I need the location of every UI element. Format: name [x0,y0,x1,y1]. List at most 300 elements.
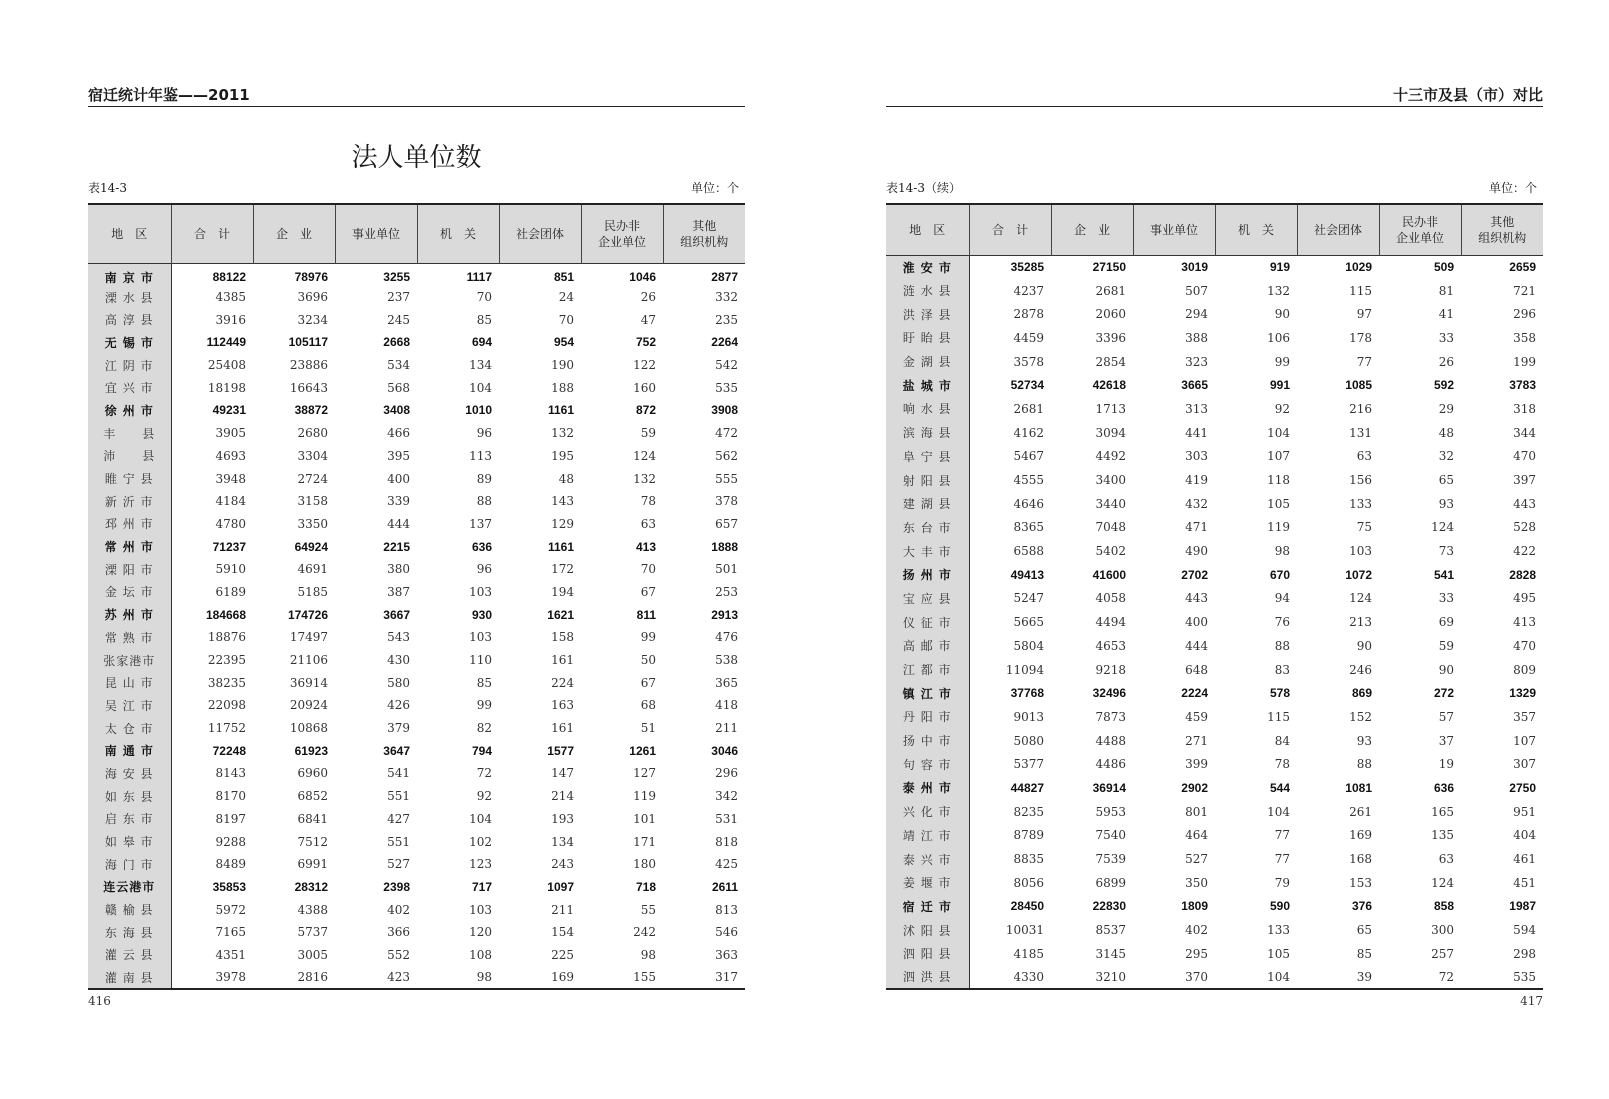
cell-other: 211 [715,721,738,736]
cell-public-institution: 527 [387,857,410,872]
cell-other: 425 [715,857,738,872]
table-row [88,944,745,967]
table-row [88,694,745,717]
cell-government: 717 [471,879,492,894]
cell-private-nonenterprise: 32 [1438,449,1454,464]
cell-total: 112449 [206,335,246,350]
cell-social-org: 1097 [547,879,574,894]
cell-total: 22098 [207,698,246,713]
cell-social-org: 131 [1349,425,1372,440]
table-row [88,739,745,762]
cell-other: 594 [1513,923,1536,938]
table-row [88,830,745,853]
cell-other: 365 [715,675,738,690]
cell-region: 宿 迁 市 [886,895,969,919]
cell-government: 96 [476,426,492,441]
cell-public-institution: 2215 [383,539,410,554]
cell-region: 丹 阳 市 [886,705,969,729]
cell-enterprise: 3145 [1095,946,1126,961]
cell-other: 951 [1513,804,1536,819]
cell-total: 5377 [1013,757,1044,772]
cell-enterprise: 3210 [1095,969,1126,984]
cell-region: 句 容 市 [886,752,969,776]
cell-other: 2877 [711,270,738,285]
cell-public-institution: 2702 [1181,567,1208,582]
cell-private-nonenterprise: 81 [1438,283,1454,298]
table-row [88,376,745,399]
cell-region: 如 皋 市 [88,830,171,853]
cell-other: 363 [715,947,738,962]
cell-government: 115 [1267,709,1290,724]
cell-private-nonenterprise: 132 [633,471,656,486]
cell-total: 88122 [212,270,246,285]
cell-private-nonenterprise: 124 [633,448,656,463]
cell-other: 418 [715,698,738,713]
cell-other: 404 [1513,828,1536,843]
cell-enterprise: 6852 [297,789,328,804]
cell-government: 92 [476,789,492,804]
cell-enterprise: 32496 [1092,686,1126,701]
cell-region: 高 淳 县 [88,308,171,331]
cell-private-nonenterprise: 811 [636,607,656,622]
cell-private-nonenterprise: 26 [1438,354,1454,369]
cell-social-org: 161 [551,721,574,736]
cell-public-institution: 3667 [383,607,410,622]
cell-other: 378 [715,494,738,509]
cell-social-org: 115 [1349,283,1372,298]
cell-social-org: 24 [558,290,574,305]
cell-social-org: 143 [551,494,574,509]
cell-other: 317 [715,970,738,985]
cell-private-nonenterprise: 300 [1431,923,1454,938]
table-row [886,587,1543,611]
cell-enterprise: 2854 [1095,354,1126,369]
cell-enterprise: 2681 [1095,283,1126,298]
cell-region: 金 坛 市 [88,581,171,604]
table-row [886,421,1543,445]
cell-social-org: 103 [1349,544,1372,559]
cell-private-nonenterprise: 171 [633,834,656,849]
cell-other: 298 [1513,946,1536,961]
table-row [886,492,1543,516]
cell-private-nonenterprise: 272 [1433,686,1454,701]
cell-private-nonenterprise: 19 [1438,757,1454,772]
cell-government: 137 [469,516,492,531]
cell-public-institution: 443 [1185,591,1208,606]
cell-total: 4185 [1013,946,1044,961]
cell-private-nonenterprise: 29 [1438,401,1454,416]
table-row [88,626,745,649]
cell-enterprise: 2724 [297,471,328,486]
cell-enterprise: 5402 [1095,544,1126,559]
cell-total: 8489 [215,857,246,872]
table-row [88,422,745,445]
cell-enterprise: 5185 [297,584,328,599]
cell-private-nonenterprise: 127 [633,766,656,781]
cell-region: 南 通 市 [88,739,171,762]
legal-units-table-right [886,203,1543,990]
cell-private-nonenterprise: 858 [1433,899,1454,914]
cell-private-nonenterprise: 26 [640,290,656,305]
cell-government: 92 [1274,401,1290,416]
cell-region: 江 都 市 [886,658,969,682]
cell-total: 18876 [207,630,246,645]
cell-social-org: 213 [1349,615,1372,630]
cell-government: 83 [1274,662,1290,677]
table-row [88,558,745,581]
cell-total: 3978 [215,970,246,985]
cell-social-org: 194 [551,584,574,599]
cell-government: 119 [1267,520,1290,535]
cell-total: 35285 [1010,260,1044,275]
cell-social-org: 1072 [1345,567,1372,582]
cell-public-institution: 3665 [1181,378,1208,393]
cell-public-institution: 471 [1185,520,1208,535]
cell-total: 5804 [1013,638,1044,653]
cell-government: 132 [1267,283,1290,298]
cell-social-org: 65 [1356,923,1372,938]
cell-social-org: 168 [1349,852,1372,867]
cell-enterprise: 2816 [297,970,328,985]
cell-public-institution: 370 [1185,969,1208,984]
cell-public-institution: 3255 [383,270,410,285]
cell-private-nonenterprise: 63 [640,516,656,531]
cell-total: 11752 [207,721,246,736]
cell-public-institution: 534 [387,358,410,373]
cell-private-nonenterprise: 78 [640,494,656,509]
table-row [886,681,1543,705]
cell-social-org: 70 [558,312,574,327]
cell-region: 金 湖 县 [886,350,969,374]
cell-social-org: 77 [1356,354,1372,369]
cell-other: 357 [1513,709,1536,724]
cell-social-org: 246 [1349,662,1372,677]
cell-other: 358 [1513,330,1536,345]
cell-government: 104 [1267,804,1290,819]
cell-other: 2750 [1509,780,1536,795]
cell-total: 8235 [1013,804,1044,819]
cell-government: 105 [1267,496,1290,511]
cell-social-org: 1577 [547,743,574,758]
cell-government: 85 [476,675,492,690]
cell-enterprise: 4691 [297,562,328,577]
header-other-line2: 组织机构 [680,234,729,249]
cell-total: 49231 [212,403,246,418]
cell-social-org: 195 [551,448,574,463]
cell-other: 809 [1513,662,1536,677]
cell-region: 泗 洪 县 [886,966,969,990]
cell-government: 694 [471,335,492,350]
table-row [886,610,1543,634]
cell-enterprise: 1713 [1095,401,1126,416]
header-government: 机 关 [1215,204,1297,255]
cell-private-nonenterprise: 41 [1438,307,1454,322]
cell-enterprise: 5953 [1095,804,1126,819]
cell-social-org: 88 [1356,757,1372,772]
cell-social-org: 851 [553,270,574,285]
cell-government: 107 [1267,449,1290,464]
cell-private-nonenterprise: 257 [1431,946,1454,961]
header-total: 合 计 [969,204,1051,255]
cell-total: 8056 [1013,875,1044,890]
cell-government: 919 [1269,260,1290,275]
cell-total: 4237 [1013,283,1044,298]
cell-public-institution: 551 [387,789,410,804]
cell-region: 无 锡 市 [88,331,171,354]
cell-enterprise: 4492 [1095,449,1126,464]
page-title: 法人单位数 [351,143,482,173]
cell-region: 大 丰 市 [886,539,969,563]
cell-public-institution: 271 [1185,733,1208,748]
cell-government: 103 [469,630,492,645]
cell-total: 3916 [215,312,246,327]
cell-social-org: 161 [551,653,574,668]
cell-private-nonenterprise: 90 [1438,662,1454,677]
cell-region: 泰 兴 市 [886,847,969,871]
cell-total: 8143 [215,766,246,781]
cell-total: 8789 [1013,828,1044,843]
cell-enterprise: 4488 [1095,733,1126,748]
table-row [886,776,1543,800]
cell-region: 建 湖 县 [886,492,969,516]
cell-region: 宜 兴 市 [88,376,171,399]
cell-social-org: 158 [551,630,574,645]
cell-public-institution: 399 [1185,757,1208,772]
page-number-right: 417 [1520,994,1543,1008]
cell-private-nonenterprise: 165 [1431,804,1454,819]
cell-region: 扬 中 市 [886,729,969,753]
cell-private-nonenterprise: 413 [635,539,656,554]
header-private-nonenterprise-line2: 企业单位 [1395,230,1444,245]
cell-social-org: 85 [1356,946,1372,961]
table-row [886,326,1543,350]
cell-private-nonenterprise: 98 [640,947,656,962]
cell-social-org: 153 [1349,875,1372,890]
cell-public-institution: 427 [387,811,410,826]
cell-government: 70 [476,290,492,305]
cell-public-institution: 430 [387,653,410,668]
cell-total: 28450 [1010,899,1044,914]
cell-private-nonenterprise: 67 [640,675,656,690]
cell-private-nonenterprise: 37 [1438,733,1454,748]
cell-social-org: 216 [1349,401,1372,416]
cell-other: 332 [715,290,738,305]
cell-government: 104 [1267,425,1290,440]
header-other [663,204,745,263]
cell-public-institution: 395 [387,448,410,463]
right-page [886,0,1543,1099]
cell-other: 535 [715,380,738,395]
cell-total: 3578 [1013,354,1044,369]
cell-region: 镇 江 市 [886,681,969,705]
cell-private-nonenterprise: 1046 [629,270,656,285]
table-row [88,467,745,490]
cell-private-nonenterprise: 65 [1438,473,1454,488]
table-row [88,490,745,513]
cell-government: 84 [1274,733,1290,748]
header-private-nonenterprise [581,204,663,263]
cell-region: 沛 县 [88,445,171,468]
cell-other: 2659 [1509,260,1536,275]
cell-social-org: 48 [558,471,574,486]
cell-private-nonenterprise: 180 [633,857,656,872]
running-head-left: 宿迁统计年鉴——2011 [88,84,745,107]
cell-total: 8197 [215,811,246,826]
cell-region: 南 京 市 [88,263,171,286]
cell-government: 670 [1269,567,1290,582]
cell-region: 兴 化 市 [886,800,969,824]
cell-private-nonenterprise: 124 [1431,875,1454,890]
table-row [88,399,745,422]
header-other-line1: 其他 [692,218,717,233]
cell-private-nonenterprise: 50 [640,653,656,668]
cell-government: 590 [1269,899,1290,914]
cell-region: 海 门 市 [88,853,171,876]
cell-region: 盱 眙 县 [886,326,969,350]
cell-other: 397 [1513,473,1536,488]
cell-private-nonenterprise: 242 [633,925,656,940]
table-row [88,966,745,989]
cell-total: 4385 [215,290,246,305]
cell-region: 泗 阳 县 [886,942,969,966]
table-row [88,513,745,536]
cell-government: 113 [469,448,492,463]
cell-enterprise: 4388 [297,902,328,917]
cell-other: 253 [715,584,738,599]
cell-public-institution: 444 [1185,638,1208,653]
cell-total: 71237 [212,539,246,554]
cell-public-institution: 295 [1185,946,1208,961]
cell-enterprise: 9218 [1095,662,1126,677]
cell-enterprise: 38872 [294,403,328,418]
cell-other: 3783 [1509,378,1536,393]
cell-public-institution: 2902 [1181,780,1208,795]
cell-region: 高 邮 市 [886,634,969,658]
cell-other: 555 [715,471,738,486]
cell-other: 451 [1513,875,1536,890]
cell-enterprise: 78976 [294,270,328,285]
table-row [886,279,1543,303]
cell-enterprise: 6960 [297,766,328,781]
cell-social-org: 190 [551,358,574,373]
cell-other: 495 [1513,591,1536,606]
cell-private-nonenterprise: 1261 [629,743,656,758]
cell-public-institution: 3647 [383,743,410,758]
cell-enterprise: 23886 [289,358,328,373]
table-row [88,445,745,468]
table-row [88,286,745,309]
table-row [886,895,1543,919]
cell-government: 104 [1267,969,1290,984]
cell-enterprise: 3158 [297,494,328,509]
cell-total: 4459 [1013,330,1044,345]
cell-public-institution: 303 [1185,449,1208,464]
cell-region: 海 安 县 [88,762,171,785]
cell-region: 邳 州 市 [88,513,171,536]
header-private-nonenterprise [1379,204,1461,255]
cell-region: 东 台 市 [886,516,969,540]
cell-private-nonenterprise: 592 [1433,378,1454,393]
cell-total: 2878 [1013,307,1044,322]
cell-total: 52734 [1010,378,1044,393]
table-row [886,539,1543,563]
cell-social-org: 225 [551,947,574,962]
cell-region: 吴 江 市 [88,694,171,717]
cell-private-nonenterprise: 119 [633,789,656,804]
cell-enterprise: 3400 [1095,473,1126,488]
cell-public-institution: 419 [1185,473,1208,488]
cell-enterprise: 4486 [1095,757,1126,772]
table-row [88,898,745,921]
cell-enterprise: 3396 [1095,330,1126,345]
cell-public-institution: 580 [387,675,410,690]
cell-total: 5972 [215,902,246,917]
cell-government: 88 [1274,638,1290,653]
cell-government: 106 [1267,330,1290,345]
table-row [886,302,1543,326]
cell-total: 35853 [212,879,246,894]
cell-government: 76 [1274,615,1290,630]
cell-public-institution: 432 [1185,496,1208,511]
table-row [88,785,745,808]
cell-public-institution: 3019 [1181,260,1208,275]
cell-total: 4693 [215,448,246,463]
cell-government: 930 [471,607,492,622]
cell-public-institution: 648 [1185,662,1208,677]
table-body-right [886,255,1543,989]
table-header-row [88,204,745,263]
table-row [886,350,1543,374]
cell-region: 常 州 市 [88,535,171,558]
cell-region: 滨 海 县 [886,421,969,445]
cell-public-institution: 245 [387,312,410,327]
cell-public-institution: 444 [387,516,410,531]
cell-government: 120 [469,925,492,940]
cell-government: 636 [471,539,492,554]
cell-other: 528 [1513,520,1536,535]
cell-public-institution: 423 [387,970,410,985]
cell-government: 99 [476,698,492,713]
cell-government: 118 [1267,473,1290,488]
header-other-line2: 组织机构 [1478,230,1527,245]
table-row [88,762,745,785]
cell-government: 578 [1269,686,1290,701]
cell-region: 赣 榆 县 [88,898,171,921]
cell-government: 104 [469,811,492,826]
cell-total: 8170 [215,789,246,804]
cell-region: 灌 云 县 [88,944,171,967]
cell-government: 104 [469,380,492,395]
cell-public-institution: 313 [1185,401,1208,416]
cell-private-nonenterprise: 124 [1431,520,1454,535]
cell-total: 5910 [215,562,246,577]
table-row [88,921,745,944]
cell-private-nonenterprise: 160 [633,380,656,395]
cell-private-nonenterprise: 69 [1438,615,1454,630]
cell-public-institution: 426 [387,698,410,713]
cell-enterprise: 7540 [1095,828,1126,843]
cell-region: 姜 堰 市 [886,871,969,895]
cell-government: 82 [476,721,492,736]
cell-public-institution: 388 [1185,330,1208,345]
cell-region: 丰 县 [88,422,171,445]
cell-social-org: 172 [551,562,574,577]
cell-government: 1117 [466,270,492,285]
cell-private-nonenterprise: 636 [1433,780,1454,795]
header-government: 机 关 [417,204,499,263]
header-private-nonenterprise-line2: 企业单位 [597,234,646,249]
unit-label-left: 单位：个 [690,181,739,195]
